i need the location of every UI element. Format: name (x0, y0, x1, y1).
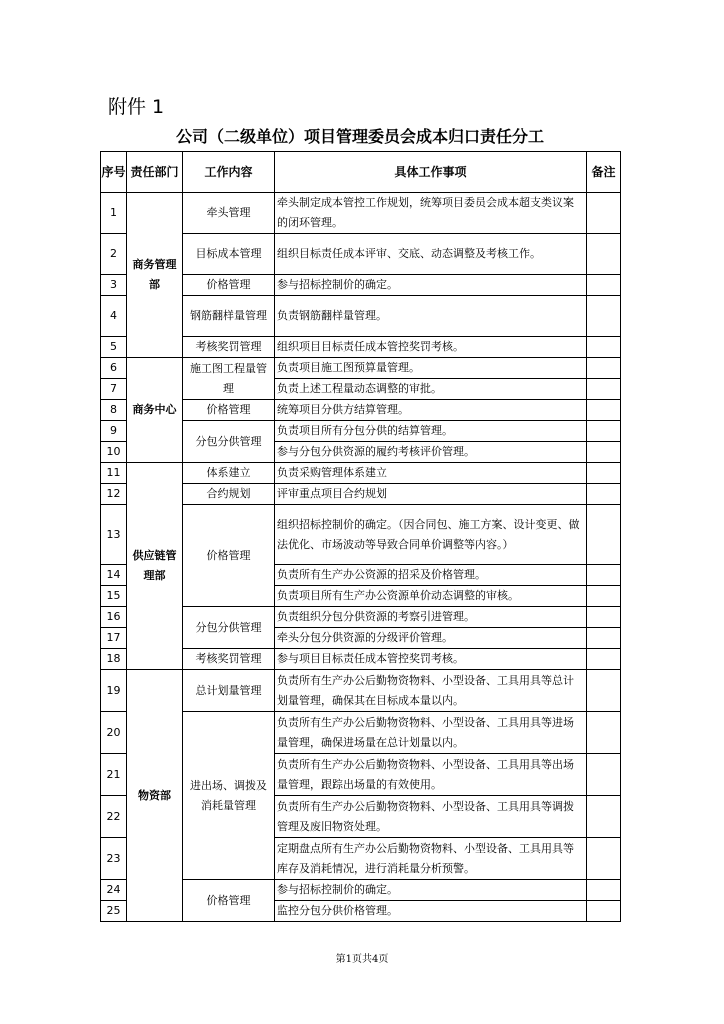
content-cell: 分包分供管理 (183, 421, 275, 463)
row-number: 19 (101, 670, 127, 712)
remark-cell (587, 463, 621, 484)
remark-cell (587, 880, 621, 901)
task-cell: 牵头制定成本管控工作规划，统筹项目委员会成本超支类议案的闭环管理。 (275, 193, 587, 234)
content-cell: 体系建立 (183, 463, 275, 484)
dept-cell: 供应链管理部 (127, 463, 183, 670)
task-cell: 牵头分包分供资源的分级评价管理。 (275, 628, 587, 649)
header-details: 具体工作事项 (275, 152, 587, 193)
remark-cell (587, 649, 621, 670)
task-cell: 统筹项目分供方结算管理。 (275, 400, 587, 421)
content-cell: 目标成本管理 (183, 234, 275, 275)
task-cell: 负责上述工程量动态调整的审批。 (275, 379, 587, 400)
task-cell: 负责所有生产办公资源的招采及价格管理。 (275, 565, 587, 586)
header-seq: 序号 (101, 152, 127, 193)
row-number: 9 (101, 421, 127, 442)
row-number: 21 (101, 754, 127, 796)
remark-cell (587, 234, 621, 275)
document-title: 公司（二级单位）项目管理委员会成本归口责任分工 (175, 127, 544, 146)
task-cell: 负责组织分包分供资源的考察引进管理。 (275, 607, 587, 628)
remark-cell (587, 400, 621, 421)
content-cell: 价格管理 (183, 275, 275, 296)
dept-cell: 商务中心 (127, 358, 183, 463)
task-cell: 负责项目施工图预算量管理。 (275, 358, 587, 379)
remark-cell (587, 670, 621, 712)
remark-cell (587, 838, 621, 880)
task-cell: 参与招标控制价的确定。 (275, 880, 587, 901)
row-number: 1 (101, 193, 127, 234)
content-cell: 牵头管理 (183, 193, 275, 234)
task-cell: 参与分包分供资源的履约考核评价管理。 (275, 442, 587, 463)
content-cell: 价格管理 (183, 400, 275, 421)
remark-cell (587, 379, 621, 400)
remark-cell (587, 337, 621, 358)
row-number: 10 (101, 442, 127, 463)
row-number: 4 (101, 296, 127, 337)
task-cell: 负责采购管理体系建立 (275, 463, 587, 484)
row-number: 20 (101, 712, 127, 754)
row-number: 7 (101, 379, 127, 400)
row-number: 3 (101, 275, 127, 296)
responsibility-table (100, 151, 621, 922)
header-dept: 责任部门 (127, 152, 183, 193)
table-row (101, 463, 621, 484)
row-number: 22 (101, 796, 127, 838)
row-number: 25 (101, 901, 127, 922)
row-number: 24 (101, 880, 127, 901)
page-footer: 第1页共4页 (335, 954, 389, 965)
header-content: 工作内容 (183, 152, 275, 193)
task-cell: 评审重点项目合约规划 (275, 484, 587, 505)
remark-cell (587, 421, 621, 442)
remark-cell (587, 901, 621, 922)
row-number: 16 (101, 607, 127, 628)
content-cell: 进出场、调拨及消耗量管理 (183, 712, 275, 880)
task-cell: 组织招标控制价的确定。（因合同包、施工方案、设计变更、做法优化、市场波动等导致合同单价调整等内容。） (275, 505, 587, 565)
content-cell: 钢筋翻样量管理 (183, 296, 275, 337)
task-cell: 参与招标控制价的确定。 (275, 275, 587, 296)
task-cell: 负责所有生产办公后勤物资物料、小型设备、工具用具等进场量管理，确保进场量在总计划量以内。 (275, 712, 587, 754)
table-row (101, 670, 621, 712)
attachment-label: 附件 1 (108, 96, 165, 118)
remark-cell (587, 565, 621, 586)
remark-cell (587, 296, 621, 337)
remark-cell (587, 607, 621, 628)
header-row (101, 152, 621, 193)
content-cell: 考核奖罚管理 (183, 337, 275, 358)
task-cell: 监控分包分供价格管理。 (275, 901, 587, 922)
remark-cell (587, 628, 621, 649)
row-number: 15 (101, 586, 127, 607)
content-cell: 分包分供管理 (183, 607, 275, 649)
remark-cell (587, 796, 621, 838)
content-cell: 价格管理 (183, 880, 275, 922)
remark-cell (587, 712, 621, 754)
row-number: 23 (101, 838, 127, 880)
remark-cell (587, 484, 621, 505)
remark-cell (587, 358, 621, 379)
task-cell: 负责所有生产办公后勤物资物料、小型设备、工具用具等调拨管理及废旧物资处理。 (275, 796, 587, 838)
remark-cell (587, 442, 621, 463)
row-number: 2 (101, 234, 127, 275)
content-cell: 价格管理 (183, 505, 275, 607)
row-number: 8 (101, 400, 127, 421)
task-cell: 负责项目所有生产办公资源单价动态调整的审核。 (275, 586, 587, 607)
task-cell: 组织目标责任成本评审、交底、动态调整及考核工作。 (275, 234, 587, 275)
table-row (101, 193, 621, 234)
task-cell: 负责项目所有分包分供的结算管理。 (275, 421, 587, 442)
row-number: 6 (101, 358, 127, 379)
content-cell: 合约规划 (183, 484, 275, 505)
row-number: 12 (101, 484, 127, 505)
task-cell: 负责所有生产办公后勤物资物料、小型设备、工具用具等总计划量管理，确保其在目标成本量以内。 (275, 670, 587, 712)
content-cell: 总计划量管理 (183, 670, 275, 712)
remark-cell (587, 586, 621, 607)
row-number: 5 (101, 337, 127, 358)
content-cell: 施工图工程量管理 (183, 358, 275, 400)
header-remarks: 备注 (587, 152, 621, 193)
table-row (101, 358, 621, 379)
row-number: 18 (101, 649, 127, 670)
task-cell: 参与项目目标责任成本管控奖罚考核。 (275, 649, 587, 670)
task-cell: 负责所有生产办公后勤物资物料、小型设备、工具用具等出场量管理，跟踪出场量的有效使用。 (275, 754, 587, 796)
task-cell: 组织项目目标责任成本管控奖罚考核。 (275, 337, 587, 358)
row-number: 17 (101, 628, 127, 649)
remark-cell (587, 193, 621, 234)
row-number: 11 (101, 463, 127, 484)
remark-cell (587, 754, 621, 796)
dept-cell: 物资部 (127, 670, 183, 922)
remark-cell (587, 275, 621, 296)
remark-cell (587, 505, 621, 565)
content-cell: 考核奖罚管理 (183, 649, 275, 670)
task-cell: 定期盘点所有生产办公后勤物资物料、小型设备、工具用具等库存及消耗情况，进行消耗量分析预警。 (275, 838, 587, 880)
row-number: 13 (101, 505, 127, 565)
row-number: 14 (101, 565, 127, 586)
dept-cell: 商务管理部 (127, 193, 183, 358)
task-cell: 负责钢筋翻样量管理。 (275, 296, 587, 337)
